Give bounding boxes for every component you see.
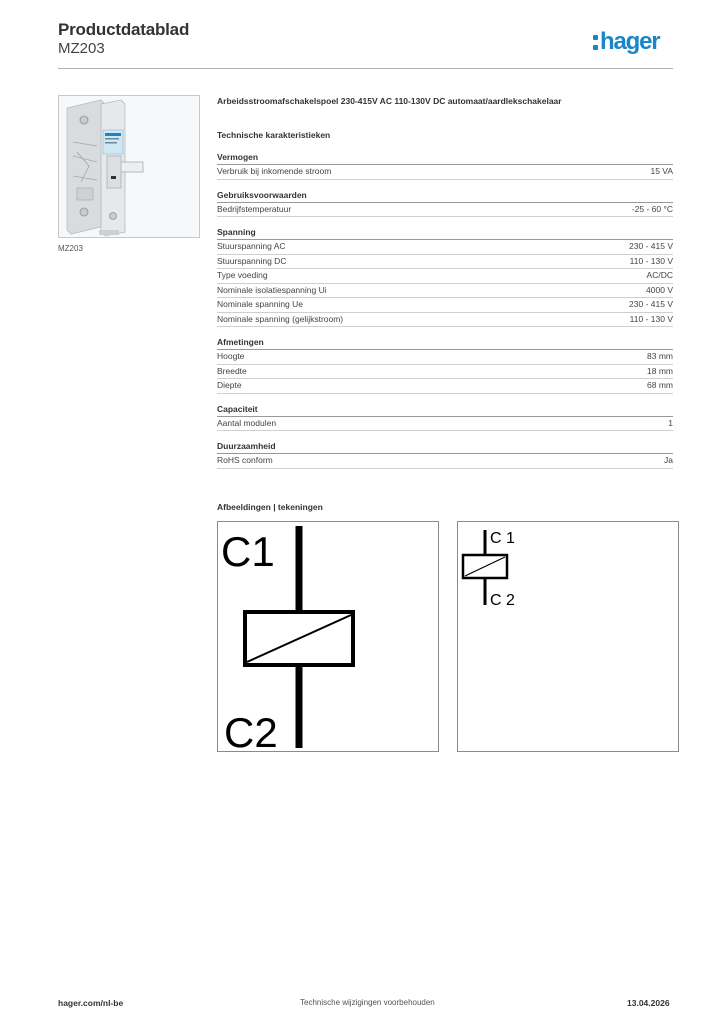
footer-notice: Technische wijzigingen voorbehouden (300, 998, 435, 1007)
section-title: Afmetingen (217, 337, 673, 350)
spec-label: Nominale isolatiespanning Ui (217, 284, 327, 295)
spec-row (217, 313, 673, 328)
spec-label: Type voeding (217, 270, 268, 280)
spec-sections (217, 152, 673, 469)
spec-value: -25 - 60 °C (631, 203, 673, 214)
spec-section (217, 152, 673, 180)
drawings-heading: Afbeeldingen | tekeningen (217, 502, 323, 512)
spec-section (217, 190, 673, 218)
spec-value: 15 VA (650, 166, 673, 176)
spec-label: Diepte (217, 380, 242, 390)
spec-value: 4000 V (646, 284, 673, 295)
spec-value: AC/DC (646, 270, 673, 280)
spec-label: RoHS conform (217, 455, 273, 465)
tech-heading: Technische karakteristieken (217, 130, 331, 140)
section-title: Vermogen (217, 152, 673, 165)
spec-value: 110 - 130 V (629, 255, 673, 266)
large-top-label: C1 (221, 528, 275, 575)
spec-row (217, 454, 673, 469)
spec-content (217, 96, 673, 479)
spec-value: 1 (668, 417, 673, 428)
spec-value: 230 - 415 V (629, 241, 673, 251)
hager-logo (593, 27, 673, 57)
spec-row (217, 365, 673, 380)
large-coil-drawing (217, 521, 439, 752)
spec-section (217, 441, 673, 469)
spec-value: Ja (664, 455, 673, 465)
spec-row (217, 379, 673, 394)
spec-row (217, 284, 673, 299)
spec-section (217, 227, 673, 327)
coil-symbol-small-icon (458, 522, 680, 753)
spec-label: Aantal modulen (217, 417, 277, 428)
spec-label: Nominale spanning (gelijkstroom) (217, 313, 344, 324)
product-photo-icon (59, 96, 199, 237)
section-title: Duurzaamheid (217, 441, 673, 454)
spec-row (217, 298, 673, 313)
spec-label: Stuurspanning AC (217, 241, 286, 251)
spec-section (217, 404, 673, 432)
logo-dots-icon (593, 34, 600, 52)
coil-symbol-large-icon (218, 522, 440, 753)
spec-value: 18 mm (647, 365, 673, 376)
spec-label: Verbruik bij inkomende stroom (217, 166, 332, 176)
section-title: Capaciteit (217, 404, 673, 417)
header-divider (58, 68, 673, 69)
spec-label: Bedrijfstemperatuur (217, 203, 292, 214)
product-description: Arbeidsstroomafschakelspoel 230-415V AC 110-130V DC automaat/aardlekschakelaar (217, 96, 562, 106)
footer-date: 13.04.2026 (627, 998, 670, 1008)
spec-row (217, 203, 673, 218)
spec-value: 83 mm (647, 351, 673, 361)
page-title: Productdatablad (58, 20, 190, 39)
spec-row (217, 240, 673, 255)
section-title: Gebruiksvoorwaarden (217, 190, 673, 203)
spec-row (217, 417, 673, 432)
section-title: Spanning (217, 227, 673, 240)
product-image (58, 95, 200, 238)
small-top-label: C 1 (490, 530, 515, 547)
spec-row (217, 165, 673, 180)
spec-label: Hoogte (217, 351, 245, 361)
spec-label: Stuurspanning DC (217, 255, 287, 266)
spec-value: 68 mm (647, 380, 673, 390)
spec-value: 230 - 415 V (629, 299, 673, 309)
logo-text: hager (600, 28, 660, 55)
spec-row (217, 255, 673, 270)
spec-value: 110 - 130 V (629, 313, 673, 324)
spec-row (217, 269, 673, 284)
small-bottom-label: C 2 (490, 592, 515, 609)
spec-row (217, 350, 673, 365)
product-code: MZ203 (58, 40, 105, 57)
spec-label: Nominale spanning Ue (217, 299, 303, 309)
spec-section (217, 337, 673, 394)
small-coil-drawing (457, 521, 679, 752)
spec-label: Breedte (217, 365, 247, 376)
large-bottom-label: C2 (224, 709, 278, 753)
footer-website: hager.com/nl-be (58, 998, 124, 1008)
image-caption: MZ203 (58, 244, 83, 253)
